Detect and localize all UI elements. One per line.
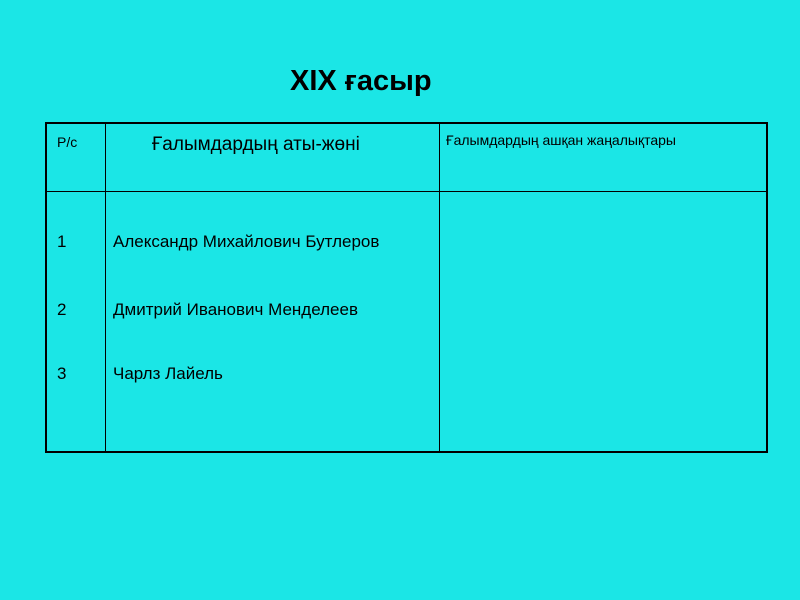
table-column-divider [439,124,440,451]
scientist-name: Дмитрий Иванович Менделеев [113,300,358,319]
scientists-table [45,122,768,453]
table-column-divider [105,124,106,451]
scientist-name: Чарлз Лайель [113,364,223,383]
slide-title: XIX ғасыр [290,65,432,97]
row-number: 2 [57,300,67,319]
header-discoveries: Ғалымдардың ашқан жаңалықтары [446,132,676,148]
table-header-divider [47,191,766,192]
row-number: 1 [57,232,67,251]
header-scientist-name: Ғалымдардың аты-жөні [152,134,360,155]
header-number: Р/с [57,134,78,150]
row-number: 3 [57,364,67,383]
scientist-name: Александр Михайлович Бутлеров [113,232,380,251]
